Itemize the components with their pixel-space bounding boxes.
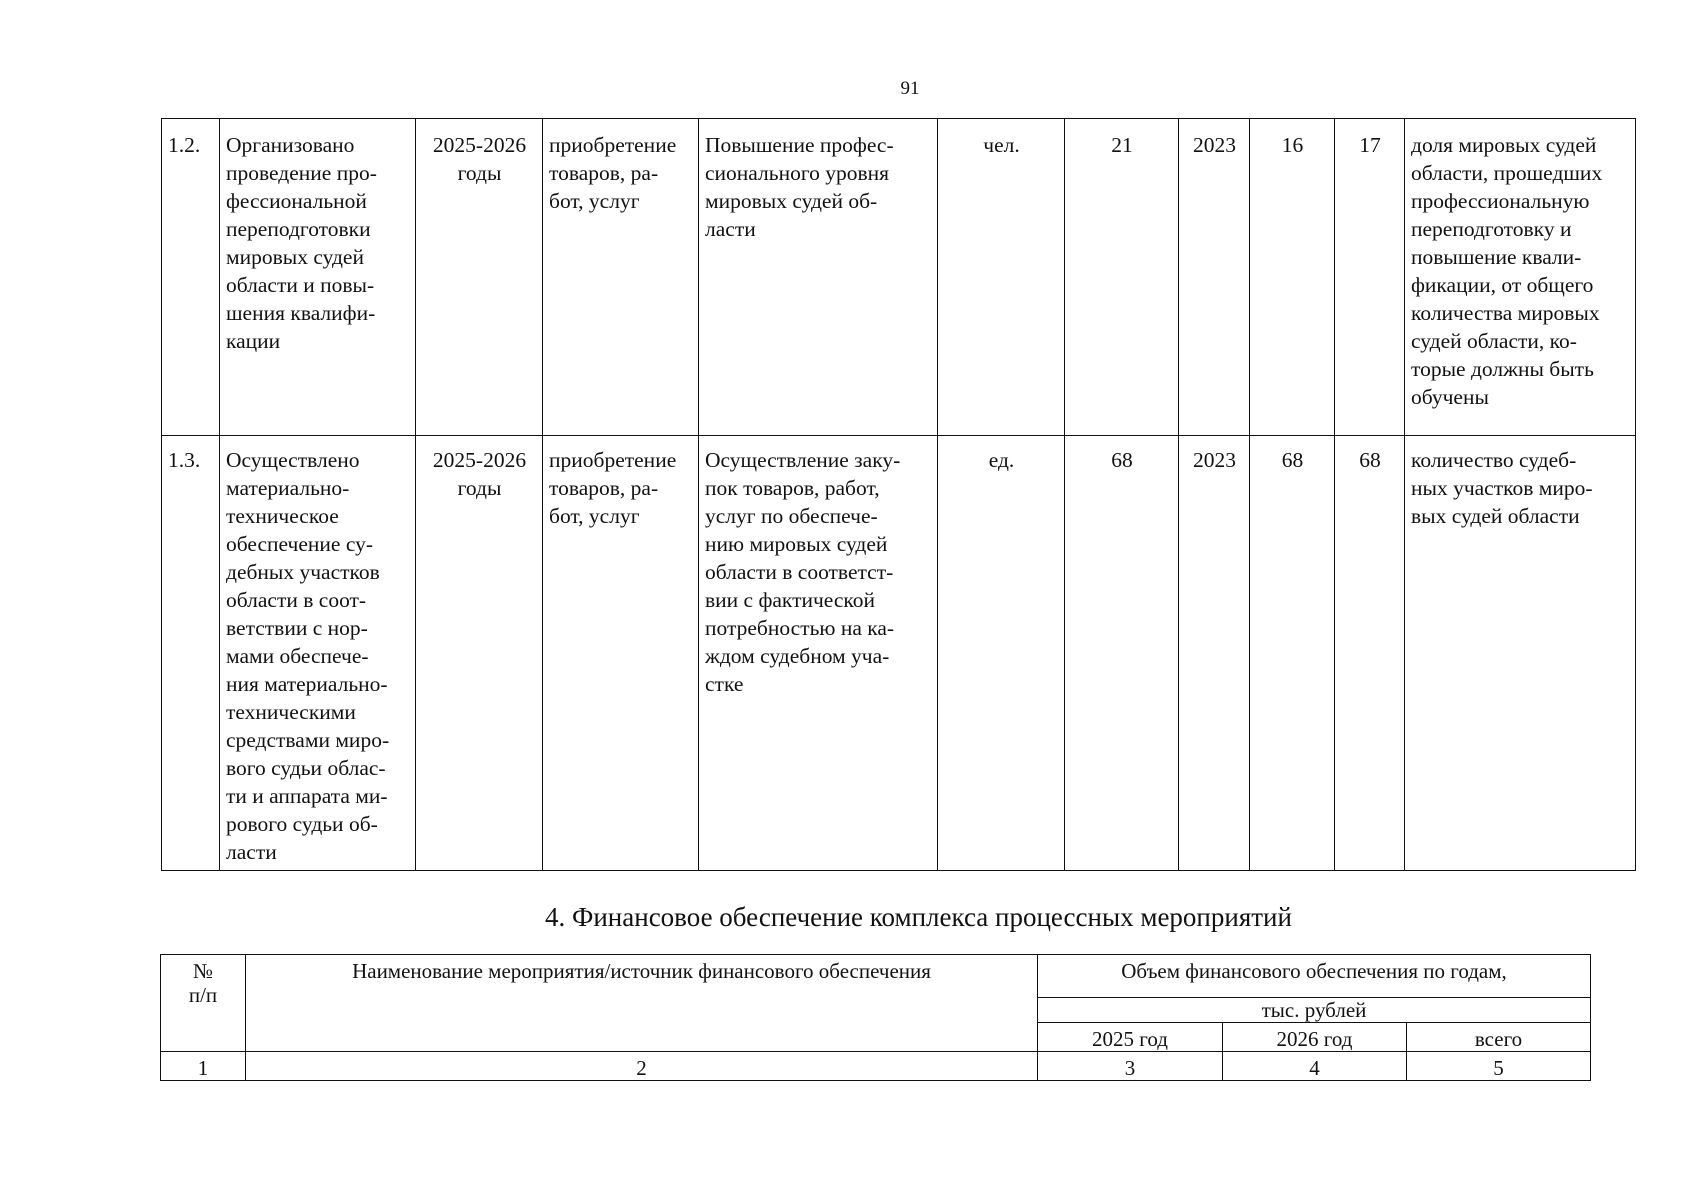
index-cell: 1 bbox=[161, 1052, 246, 1081]
value-2025: 16 bbox=[1250, 119, 1335, 436]
header-2025: 2025 год bbox=[1038, 1023, 1223, 1052]
unit-of-measure: чел. bbox=[938, 119, 1065, 436]
header-volume-unit: тыс. рублей bbox=[1038, 998, 1591, 1023]
row-number: 1.3. bbox=[162, 436, 220, 871]
table-row bbox=[162, 119, 1636, 436]
header-volume: Объем финансового обеспечения по годам, bbox=[1038, 955, 1591, 998]
measure-name: Осуществлено материально- техническое обеспечение су- дебных участков области в соот- ветствии с нор- мами обеспече- ния материально- техническими средствами миро- вого судьи облас- ти и аппарата ми- рового судьи об- ласти bbox=[220, 436, 416, 871]
measure-type: приобретение товаров, ра- бот, услуг bbox=[543, 436, 699, 871]
header-measure-name: Наименование мероприятия/источник финансового обеспечения bbox=[246, 955, 1038, 1052]
header-total: всего bbox=[1407, 1023, 1591, 1052]
page-number: 91 bbox=[900, 78, 920, 99]
indicator-description: количество судеб- ных участков миро- вых судей области bbox=[1405, 436, 1636, 871]
row-number: 1.2. bbox=[162, 119, 220, 436]
header-number: № п/п bbox=[161, 955, 246, 1052]
base-year: 2023 bbox=[1179, 119, 1250, 436]
base-value: 68 bbox=[1065, 436, 1179, 871]
header-2026: 2026 год bbox=[1223, 1023, 1407, 1052]
value-2026: 68 bbox=[1335, 436, 1405, 871]
measures-table bbox=[161, 118, 1636, 871]
value-2026: 17 bbox=[1335, 119, 1405, 436]
measure-period: 2025-2026 годы bbox=[416, 119, 543, 436]
measure-period: 2025-2026 годы bbox=[416, 436, 543, 871]
index-cell: 4 bbox=[1223, 1052, 1407, 1081]
index-cell: 3 bbox=[1038, 1052, 1223, 1081]
measure-name: Организовано проведение про- фессиональной переподготовки мировых судей области и повы- шения квалифи- кации bbox=[220, 119, 416, 436]
unit-of-measure: ед. bbox=[938, 436, 1065, 871]
index-cell: 5 bbox=[1407, 1052, 1591, 1081]
measure-description: Повышение профес- сионального уровня мировых судей об- ласти bbox=[699, 119, 938, 436]
table-index-row bbox=[161, 1052, 1591, 1081]
table-header-row bbox=[161, 955, 1591, 998]
indicator-description: доля мировых судей области, прошедших профессиональную переподготовку и повышение квали- фикации, от общего количества мировых судей области, ко- торые должны быть обучены bbox=[1405, 119, 1636, 436]
table-row bbox=[162, 436, 1636, 871]
value-2025: 68 bbox=[1250, 436, 1335, 871]
financing-table bbox=[160, 954, 1591, 1081]
section-title: 4. Финансовое обеспечение комплекса процессных мероприятий bbox=[545, 902, 1292, 932]
index-cell: 2 bbox=[246, 1052, 1038, 1081]
measure-type: приобретение товаров, ра- бот, услуг bbox=[543, 119, 699, 436]
measure-description: Осуществление заку- пок товаров, работ, услуг по обеспече- нию мировых судей области в соответст- вии с фактической потребностью на ка- ждом судебном уча- стке bbox=[699, 436, 938, 871]
base-value: 21 bbox=[1065, 119, 1179, 436]
base-year: 2023 bbox=[1179, 436, 1250, 871]
